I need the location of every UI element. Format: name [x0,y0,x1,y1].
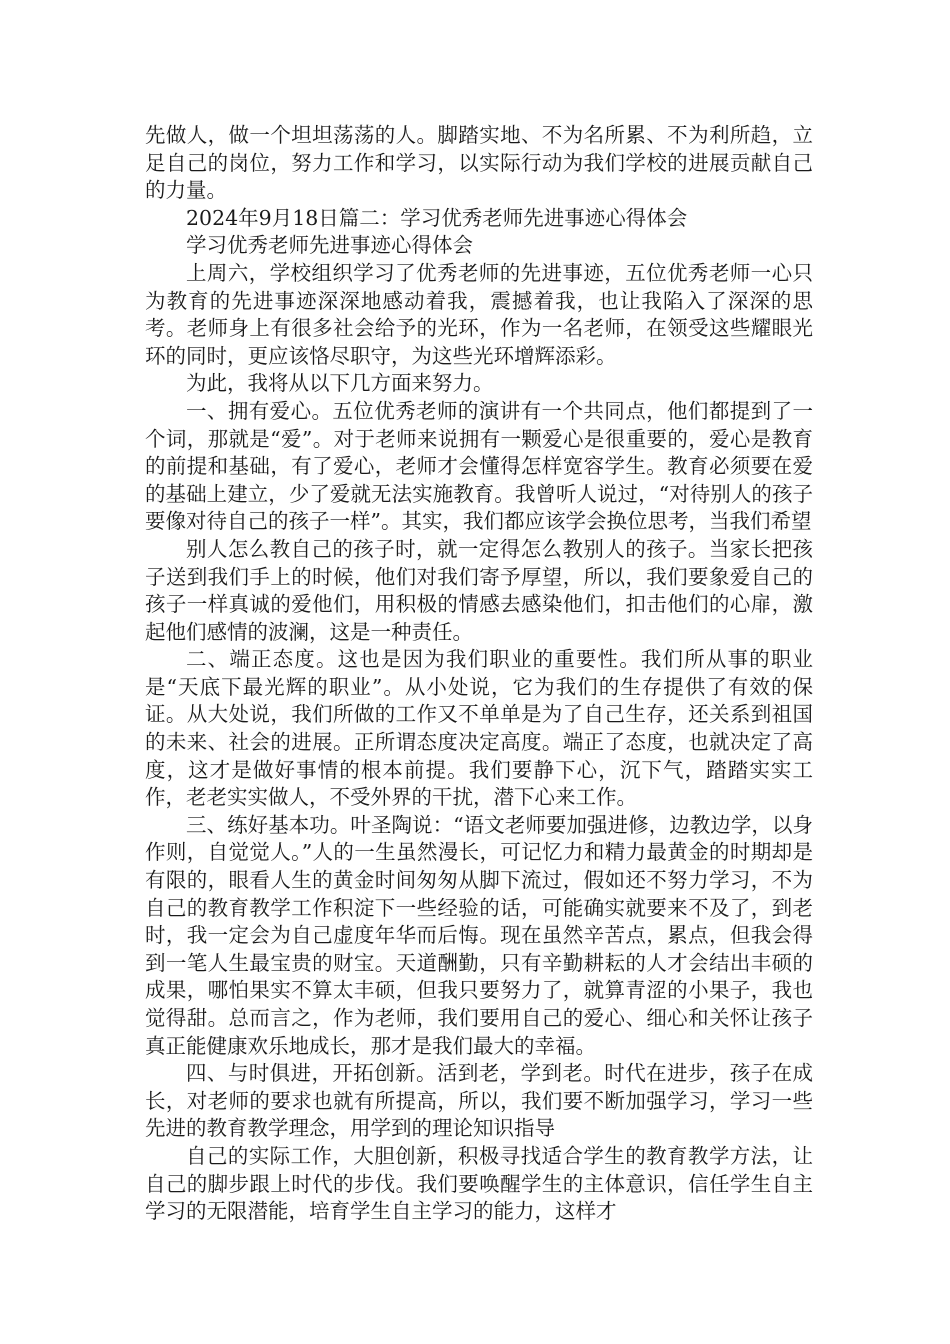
paragraph-point-four-continued: 自己的实际工作，大胆创新，积极寻找适合学生的教育教学方法，让自己的脚步跟上时代的步伐。我们要唤醒学生的主体意识，信任学生自主学习的无限潜能，培育学生自主学习的能力，这样才 [145,1143,813,1224]
section-date-heading: 2024年9月18日篇二：学习优秀老师先进事迹心得体会 [186,205,688,230]
paragraph-point-three: 三、练好基本功。叶圣陶说：“语文老师要加强进修，边教边学，以身作则，自觉觉人。”人的一生虽然漫长，可记忆力和精力最黄金的时期却是有限的，眼看人生的黄金时间匆匆从脚下流过，假如还不努力学习，不为自己的教育教学工作积淀下一些经验的话，可能确实就要来不及了，到老时，我一定会为自己虚度年华而后悔。现在虽然辛苦点，累点，但我会得到一笔人生最宝贵的财宝。天道酬勤，只有辛勤耕耘的人才会结出丰硕的成果，哪怕果实不算太丰硕，但我只要努力了，就算青涩的小果子，我也觉得甜。总而言之，作为老师，我们要用自己的爱心、细心和关怀让孩子真正能健康欢乐地成长，那才是我们最大的幸福。 [145,812,813,1058]
paragraph-point-four: 四、与时俱进，开拓创新。活到老，学到老。时代在进步，孩子在成长，对老师的要求也就有所提高，所以，我们要不断加强学习，学习一些先进的教育教学理念，用学到的理论知识指导 [145,1061,813,1141]
paragraph-point-one-continued: 别人怎么教自己的孩子时，就一定得怎么教别人的孩子。当家长把孩子送到我们手上的时候，他们对我们寄予厚望，所以，我们要象爱自己的孩子一样真诚的爱他们，用积极的情感去感染他们，扣击他们的心扉，激起他们感情的波澜，这是一种责任。 [145,536,813,644]
paragraph-closing-previous: 先做人，做一个坦坦荡荡的人。脚踏实地、不为名所累、不为利所趋，立足自己的岗位，努力工作和学习，以实际行动为我们学校的进展贡献自己的力量。 [145,123,813,203]
paragraph-point-two: 二、端正态度。这也是因为我们职业的重要性。我们所从事的职业是“天底下最光辉的职业”。从小处说，它为我们的生存提供了有效的保证。从大处说，我们所做的工作又不单单是为了自己生存，还关系到祖国的未来、社会的进展。正所谓态度决定高度。端正了态度，也就决定了高度，这才是做好事情的根本前提。我们要静下心，沉下气，踏踏实实工作，老老实实做人，不受外界的干扰，潜下心来工作。 [145,647,813,810]
paragraph-transition: 为此，我将从以下几方面来努力。 [186,371,494,396]
paragraph-intro: 上周六，学校组织学习了优秀老师的先进事迹，五位优秀老师一心只为教育的先进事迹深深地感动着我，震撼着我，也让我陷入了深深的思考。老师身上有很多社会给予的光环，作为一名老师，在领受这些耀眼光环的同时，更应该恪尽职守，为这些光环增辉添彩。 [145,260,813,368]
paragraph-point-one: 一、拥有爱心。五位优秀老师的演讲有一个共同点，他们都提到了一个词，那就是“爱”。对于老师来说拥有一颗爱心是很重要的，爱心是教育的前提和基础，有了爱心，老师才会懂得怎样宽容学生。教育必须要在爱的基础上建立，少了爱就无法实施教育。我曾听人说过，“对待别人的孩子要像对待自己的孩子一样”。其实，我们都应该学会换位思考，当我们希望 [145,398,813,534]
article-title: 学习优秀老师先进事迹心得体会 [186,233,473,258]
document-body [145,122,813,1226]
